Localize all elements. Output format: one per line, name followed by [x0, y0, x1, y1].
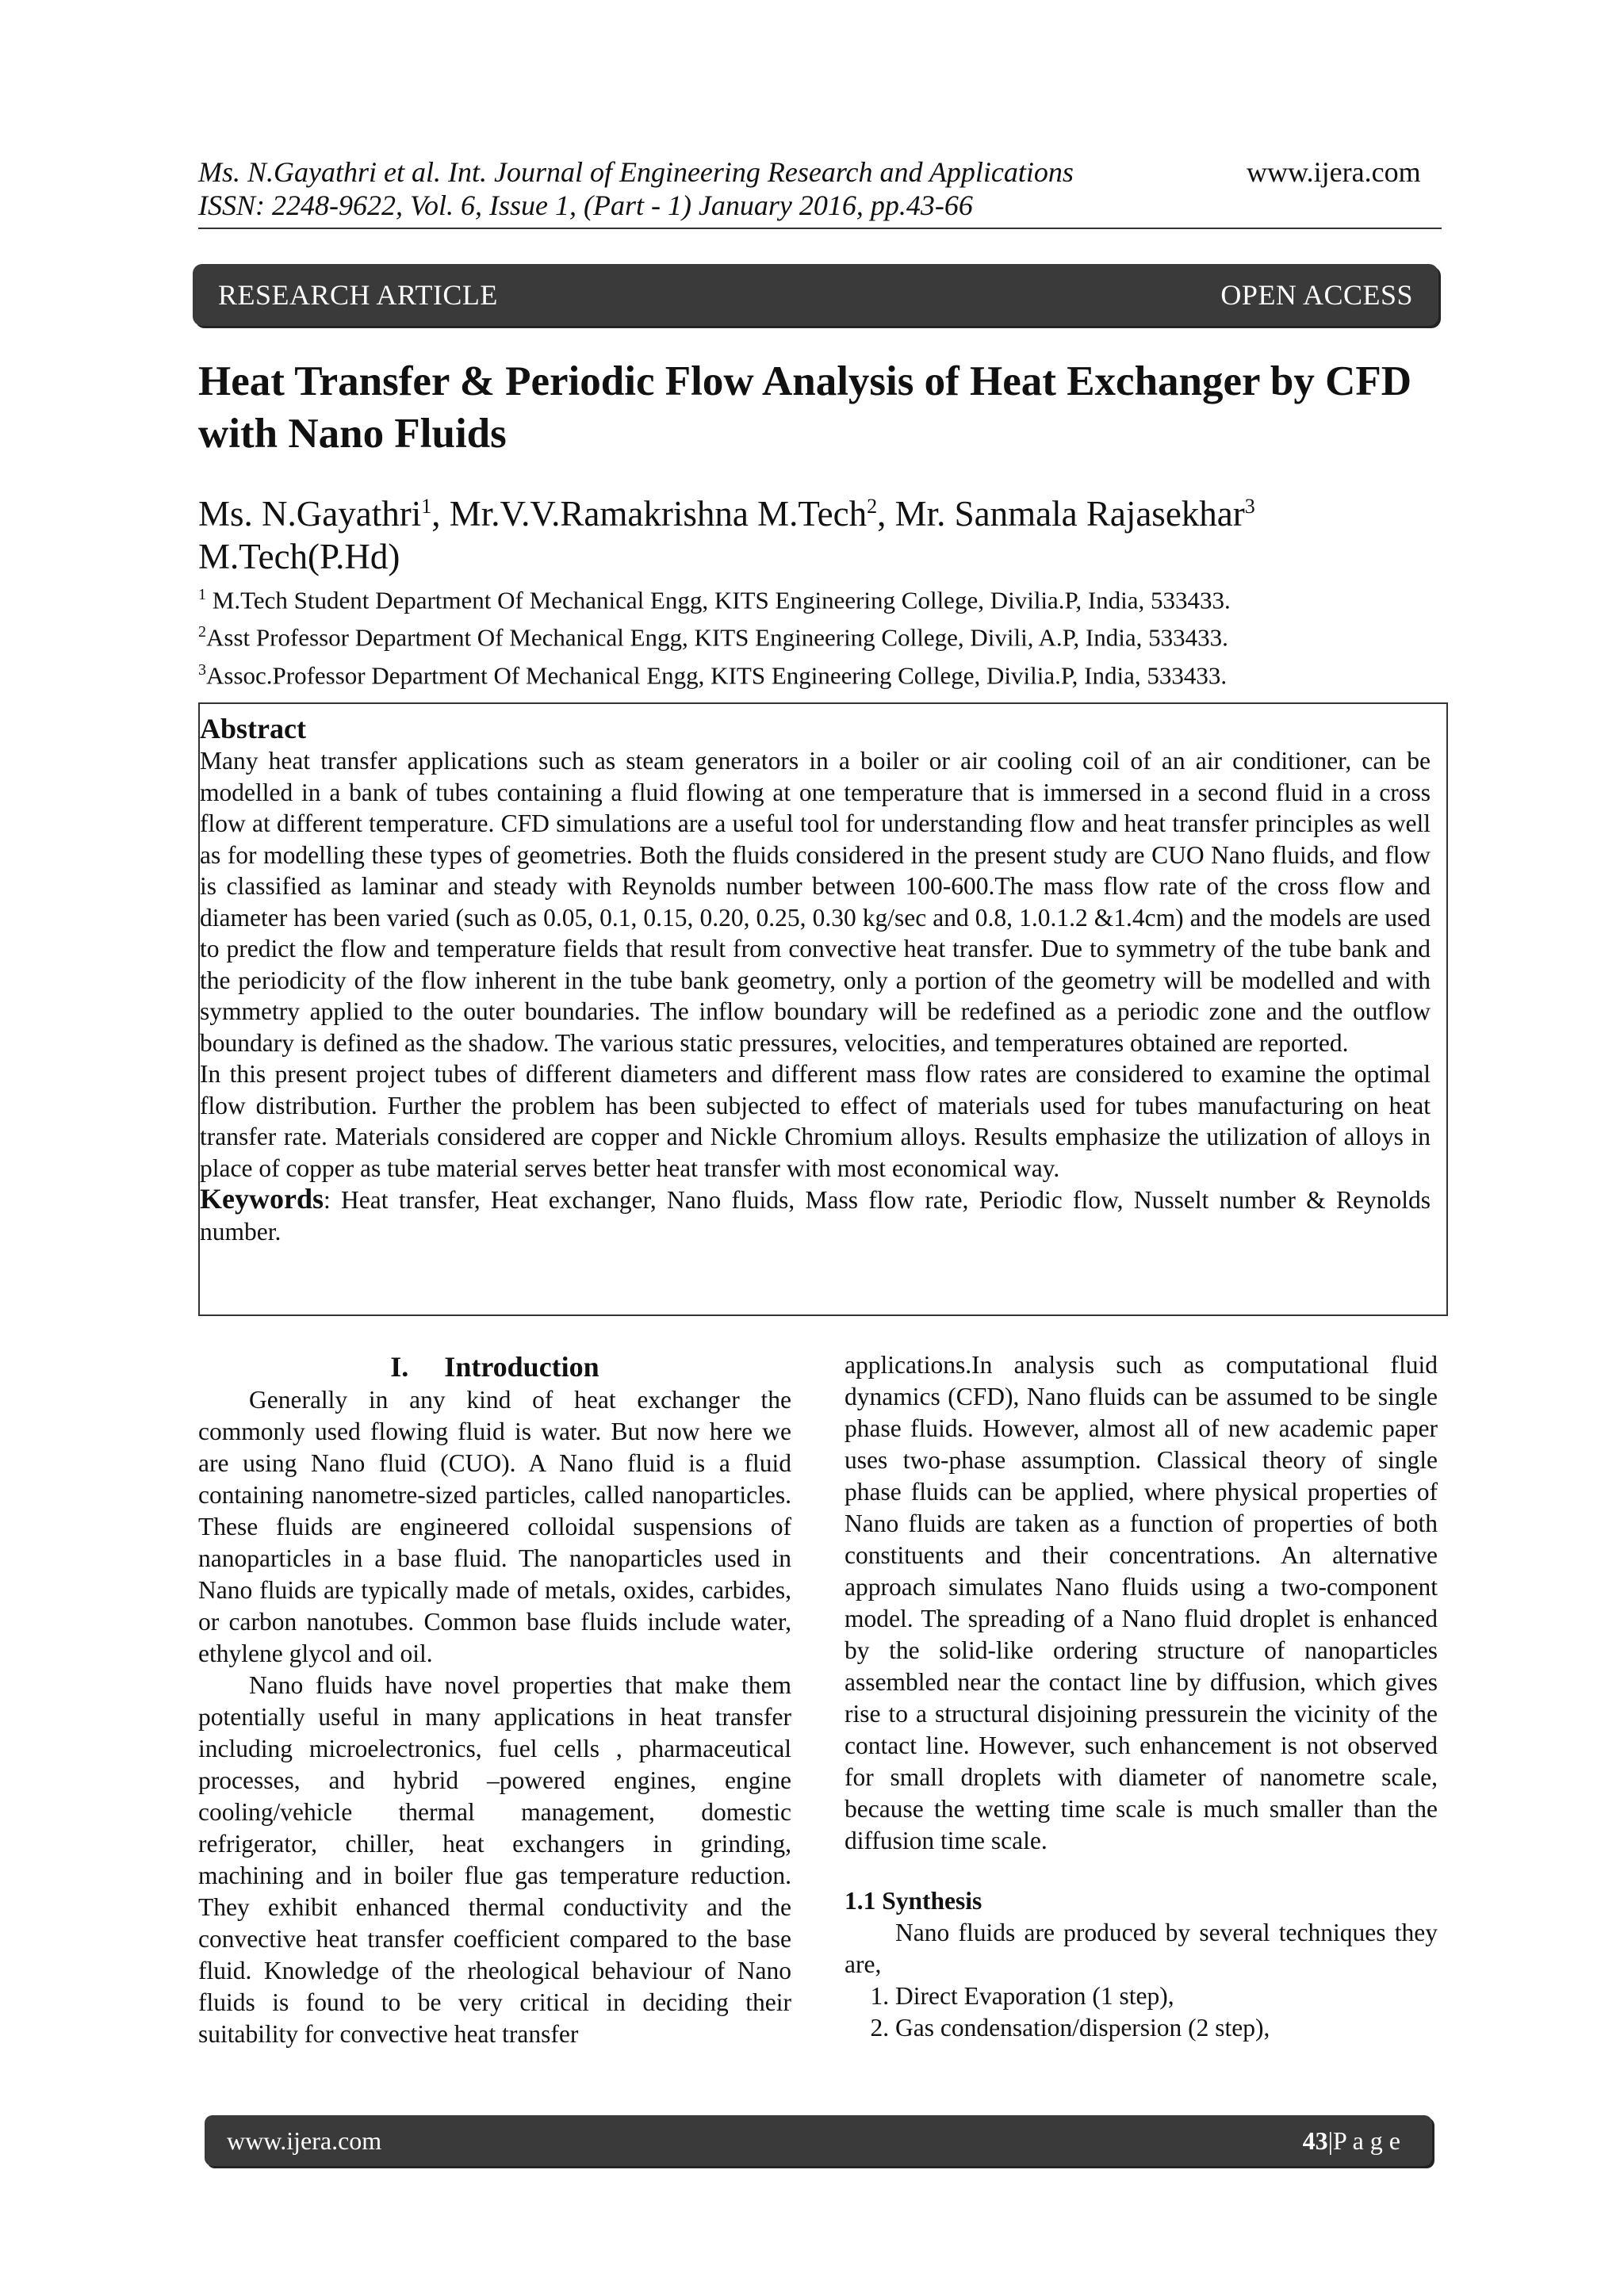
page-number: 43|P a g e: [1302, 2126, 1400, 2155]
affiliation-3: $^3$Assoc.Professor Department Of Mechanical Engg, KITS Engineering College, Divilia.P, India, 533433.: [198, 660, 1228, 689]
journal-header: Ms. N.Gayathri et al. Int. Journal of Engineering Research and Applications: [198, 156, 1074, 188]
left-column: [198, 1349, 791, 2050]
section-heading-introduction: I. Introduction: [390, 1351, 599, 1383]
abstract-box: [198, 702, 1448, 1316]
author-3-degree: M.Tech(P.Hd): [198, 537, 400, 576]
issn-line: ISSN: 2248-9622, Vol. 6, Issue 1, (Part - 1) January 2016, pp.43-66: [198, 189, 973, 221]
synthesis-paragraph: Nano fluids are produced by several techniques they are,: [845, 1919, 1438, 1978]
right-paragraph-1: applications.In analysis such as computational fluid dynamics (CFD), Nano fluids can be assumed to be single phase fluids. However, almost all of new academic paper uses two-phase assumption. Classical theory of single phase fluids can be applied, where physical properties of Nano fluids are taken as a function of properties of both constituents and their concentrations. An alternative approach simulates Nano fluids using a two-component model. The spreading of a Nano fluid droplet is enhanced by the solid-like ordering structure of nanoparticles assembled near the contact line by diffusion, which gives rise to a structural disjoining pressurein the vicinity of the contact line. However, such enhancement is not observed for small droplets with diameter of nanometre scale, because the wetting time scale is much smaller than the diffusion time scale.: [845, 1351, 1438, 1854]
open-access-label: OPEN ACCESS: [1220, 279, 1413, 311]
author-list: [198, 485, 1442, 578]
article-banner: [193, 264, 1438, 326]
abstract-paragraph-2: In this present project tubes of different diameters and different mass flow rates are considered to examine the optimal flow distribution. Further the problem has been subjected to effect of materials used for tubes manufacturing on heat transfer rate. Materials considered are copper and Nickle Chromium alloys. Results emphasize the utilization of alloys in place of copper as tube material serves better heat transfer with most economical way.: [200, 1060, 1431, 1182]
paper-title: Heat Transfer & Periodic Flow Analysis of Heat Exchanger by CFD with Nano Fluids: [198, 358, 1412, 457]
affiliations: [198, 579, 1442, 691]
author-2: , Mr.V.V.Ramakrishna M.Tech: [431, 494, 868, 534]
research-article-label: RESEARCH ARTICLE: [218, 279, 498, 311]
intro-paragraph-2: Nano fluids have novel properties that make them potentially useful in many applications in heat transfer including microelectronics, fuel cells , pharmaceutical processes, and hybrid –powered engines, engine cooling/vehicle thermal management, domestic refrigerator, chiller, heat exchangers in grinding, machining and in boiler flue gas temperature reduction. They exhibit enhanced thermal conductivity and the convective heat transfer coefficient compared to the base fluid. Knowledge of the rheological behaviour of Nano fluids is found to be very critical in deciding their suitability for convective heat transfer: [198, 1671, 791, 2048]
right-column: [845, 1349, 1438, 2044]
author-3: , Mr. Sanmala Rajasekhar: [877, 494, 1245, 534]
header-rule: [198, 228, 1442, 229]
abstract-heading: Abstract: [200, 713, 306, 744]
abstract-paragraph-1: Many heat transfer applications such as steam generators in a boiler or air cooling coil of an air conditioner, can be modelled in a bank of tubes containing a fluid flowing at one temperature that is immersed in a second fluid in a cross flow at different temperature. CFD simulations are a useful tool for understanding flow and heat transfer principles as well as for modelling these types of geometries. Both the fluids considered in the present study are CUO Nano fluids, and flow is classified as laminar and steady with Reynolds number between 100-600.The mass flow rate of the cross flow and diameter has been varied (such as 0.05, 0.1, 0.15, 0.20, 0.25, 0.30 kg/sec and 0.8, 1.0.1.2 &1.4cm) and the models are used to predict the flow and temperature fields that result from convective heat transfer. Due to symmetry of the tube bank and the periodicity of the flow inherent in the tube bank geometry, only a portion of the geometry will be modelled and with symmetry applied to the outer boundaries. The inflow boundary will be redefined as a periodic zone and the outflow boundary is defined as the shadow. The various static pressures, velocities, and temperatures obtained are reported.: [200, 747, 1431, 1057]
keywords-label: Keywords: [200, 1183, 324, 1215]
synthesis-list: [845, 1980, 1438, 2044]
author-2-sup: 2: [867, 495, 878, 518]
page-footer: [205, 2115, 1432, 2166]
list-item: 1. Direct Evaporation (1 step),: [895, 1980, 1438, 2012]
intro-paragraph-1: Generally in any kind of heat exchanger the commonly used flowing fluid is water. But now here we are using Nano fluid (CUO). A Nano fluid is a fluid containing nanometre-sized particles, called nanoparticles. These fluids are engineered colloidal suspensions of nanoparticles in a base fluid. The nanoparticles used in Nano fluids are typically made of metals, oxides, carbides, or carbon nanotubes. Common base fluids include water, ethylene glycol and oil.: [198, 1386, 791, 1667]
author-3-sup: 3: [1244, 495, 1255, 518]
keywords-text: : Heat transfer, Heat exchanger, Nano fluids, Mass flow rate, Periodic flow, Nusselt number & Reynolds number.: [200, 1186, 1431, 1246]
author-1-sup: 1: [421, 495, 432, 518]
header-url[interactable]: www.ijera.com: [1247, 156, 1421, 188]
author-1: Ms. N.Gayathri: [198, 494, 422, 534]
keywords: [200, 1184, 1431, 1247]
subsection-heading-synthesis: 1.1 Synthesis: [845, 1887, 982, 1915]
affiliation-1: $^1$ M.Tech Student Department Of Mechanical Engg, KITS Engineering College, Divilia.P, India, 533433.: [198, 586, 1231, 614]
affiliation-2: $^2$Asst Professor Department Of Mechanical Engg, KITS Engineering College, Divili, A.P, India, 533433.: [198, 623, 1228, 652]
list-item: 2. Gas condensation/dispersion (2 step),: [895, 2012, 1438, 2044]
footer-url[interactable]: www.ijera.com: [227, 2126, 382, 2155]
